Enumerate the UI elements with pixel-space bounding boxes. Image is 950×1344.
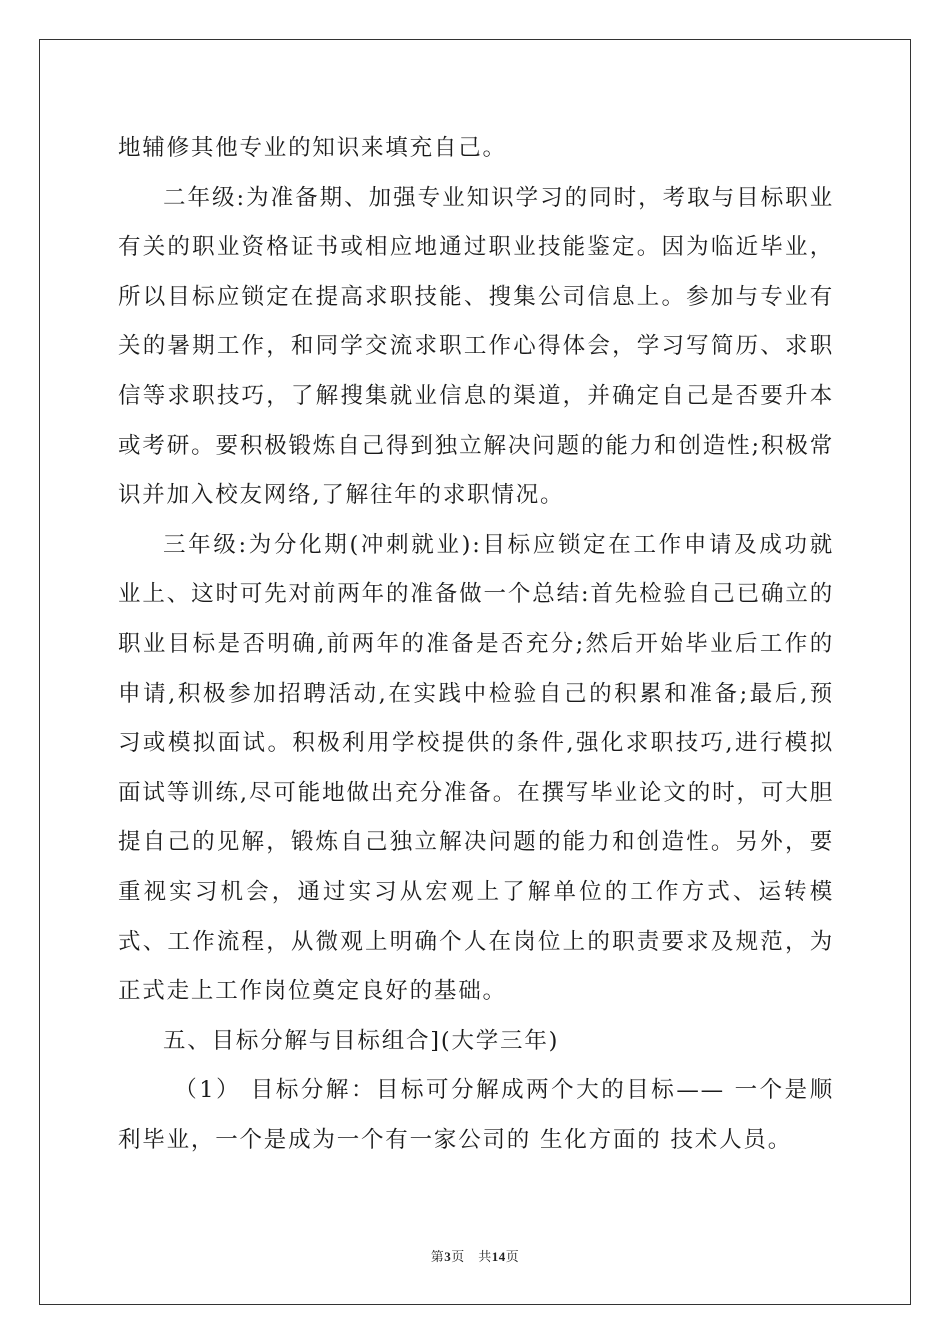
footer-middle: 页 共 xyxy=(451,1249,492,1264)
footer-prefix: 第 xyxy=(430,1249,445,1264)
page-footer xyxy=(0,1246,950,1265)
paragraph-goal-breakdown: （1） 目标分解：目标可分解成两个大的目标—— 一个是顺利毕业，一个是成为一个有一家公司的 生化方面的 技术人员。 xyxy=(118,1077,834,1153)
paragraph-third-year: 三年级:为分化期(冲刺就业):目标应锁定在工作申请及成功就业上、这时可先对前两年的准备做一个总结:首先检验自己已确立的职业目标是否明确,前两年的准备是否充分;然后开始毕业后工作的申请,积极参加招聘活动,在实践中检验自己的积累和准备;最后,预习或模拟面试。积极利用学校提供的条件,强化求职技巧,进行模拟面试等训练,尽可能地做出充分准备。在撰写毕业论文的时，可大胆提自己的见解，锻炼自己独立解决问题的能力和创造性。另外，要重视实习机会，通过实习从宏观上了解单位的工作方式、运转模式、工作流程，从微观上明确个人在岗位上的职责要求及规范，为正式走上工作岗位奠定良好的基础。 xyxy=(118,531,834,1005)
paragraph-second-year: 二年级:为准备期、加强专业知识学习的同时，考取与目标职业有关的职业资格证书或相应地通过职业技能鉴定。因为临近毕业，所以目标应锁定在提高求职技能、搜集公司信息上。参加与专业有关的暑期工作，和同学交流求职工作心得体会，学习写简历、求职信等求职技巧，了解搜集就业信息的渠道，并确定自己是否要升本或考研。要积极锻炼自己得到独立解决问题的能力和创造性;积极常识并加入校友网络,了解往年的求职情况。 xyxy=(118,184,834,509)
paragraph-continuation: 地辅修其他专业的知识来填充自己。 xyxy=(118,135,507,161)
current-page-number: 3 xyxy=(444,1249,452,1264)
document-body xyxy=(118,124,834,1165)
section-heading-goal-decomposition: 五、目标分解与目标组合](大学三年) xyxy=(163,1027,560,1054)
total-page-count: 14 xyxy=(491,1249,506,1264)
footer-suffix: 页 xyxy=(505,1249,520,1264)
